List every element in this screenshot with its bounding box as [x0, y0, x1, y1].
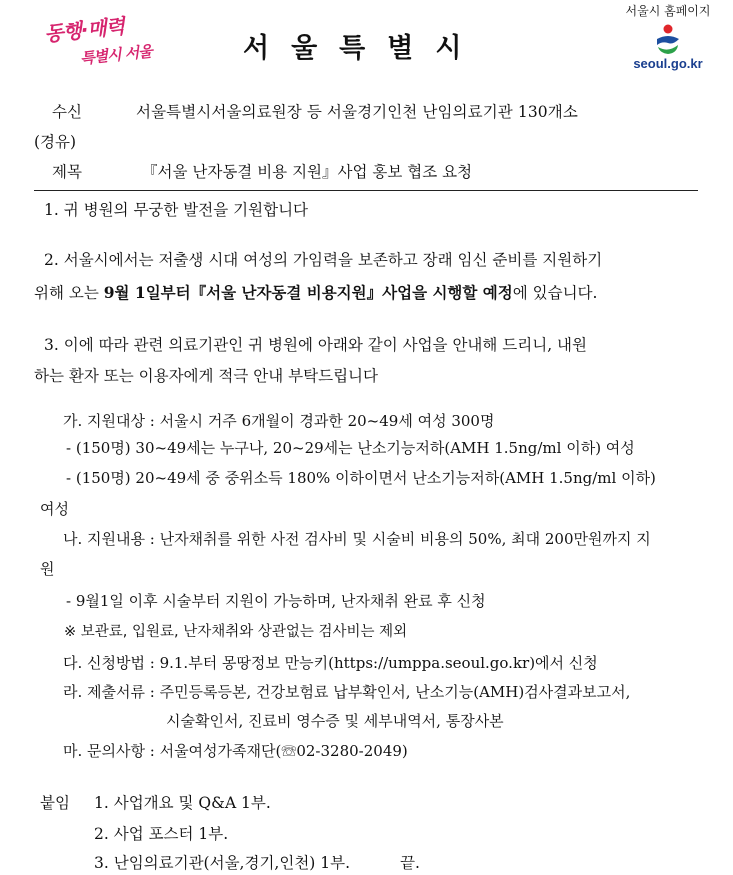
item-na-line-2: 원: [40, 560, 55, 578]
paragraph-2-post: 에 있습니다.: [512, 284, 598, 302]
item-da: 다. 신청방법 : 9.1.부터 몽땅정보 만능키(https://umppa.seoul.go.kr)에서 신청: [63, 654, 598, 672]
paragraph-3-line-2: 하는 환자 또는 이용자에게 적극 안내 부탁드립니다: [34, 367, 378, 385]
paragraph-2-line-2: [34, 285, 597, 302]
paragraph-2-line-1: 2. 서울시에서는 저출생 시대 여성의 가임력을 보존하고 장래 임신 준비를 지원하기: [44, 251, 603, 269]
recipient-value: 서울특별시서울의료원장 등 서울경기인천 난임의료기관 130개소: [136, 103, 578, 121]
slogan-line-1: 동행·매력: [43, 13, 126, 47]
seoul-emblem-icon: [653, 23, 683, 55]
subject-label: 제목: [52, 163, 82, 181]
end-mark: 끝.: [400, 854, 420, 872]
header-divider: [34, 190, 698, 191]
item-ra-line-1: 라. 제출서류 : 주민등록등본, 건강보험료 납부확인서, 난소기능(AMH)검사결과보고서,: [63, 683, 631, 701]
homepage-logo[interactable]: [608, 2, 728, 72]
subject-value: 『서울 난자동결 비용 지원』사업 홍보 협조 요청: [142, 163, 473, 181]
document-title: 서울특별시: [243, 33, 484, 64]
attachments-label: 붙임: [40, 794, 70, 812]
seoul-slogan-logo: [43, 13, 153, 74]
attachment-1: 1. 사업개요 및 Q&A 1부.: [94, 794, 271, 812]
item-ga-sub-2-line-2: 여성: [40, 500, 69, 518]
item-ga-sub-2-line-1: - (150명) 20~49세 중 중위소득 180% 이하이면서 난소기능저하(AMH 1.5ng/ml 이하): [66, 469, 656, 487]
recipient-label: 수신: [52, 103, 82, 121]
attachment-2: 2. 사업 포스터 1부.: [94, 825, 229, 843]
item-na-line-1: 나. 지원내용 : 난자채취를 위한 사전 검사비 및 시술비 비용의 50%, 최대 200만원까지 지: [63, 530, 651, 548]
paragraph-3-line-1: 3. 이에 따라 관련 의료기관인 귀 병원에 아래와 같이 사업을 안내해 드리니, 내원: [44, 336, 588, 354]
paragraph-2-pre: 위해 오는: [34, 284, 104, 302]
item-na-sub-1: - 9월1일 이후 시술부터 지원이 가능하며, 난자채취 완료 후 신청: [66, 592, 486, 610]
item-ma: 마. 문의사항 : 서울여성가족재단(☏02-3280-2049): [63, 742, 408, 760]
via-label: (경유): [34, 133, 77, 151]
homepage-url[interactable]: seoul.go.kr: [633, 56, 703, 71]
paragraph-2-bold: 9월 1일부터『서울 난자동결 비용지원』사업을 시행할 예정: [103, 283, 513, 302]
attachment-3: 3. 난임의료기관(서울,경기,인천) 1부.: [94, 854, 351, 872]
item-ga-sub-1: - (150명) 30~49세는 누구나, 20~29세는 난소기능저하(AMH 1.5ng/ml 이하) 여성: [66, 439, 635, 457]
item-na-note: ※ 보관료, 입원료, 난자채취와 상관없는 검사비는 제외: [64, 624, 408, 640]
slogan-line-2: 특별시 서울: [79, 42, 153, 68]
paragraph-1: 1. 귀 병원의 무궁한 발전을 기원합니다: [44, 201, 309, 219]
item-ra-line-2: 시술확인서, 진료비 영수증 및 세부내역서, 통장사본: [166, 712, 504, 730]
homepage-caption: 서울시 홈페이지: [625, 4, 711, 18]
item-ga: 가. 지원대상 : 서울시 거주 6개월이 경과한 20~49세 여성 300명: [63, 412, 495, 430]
